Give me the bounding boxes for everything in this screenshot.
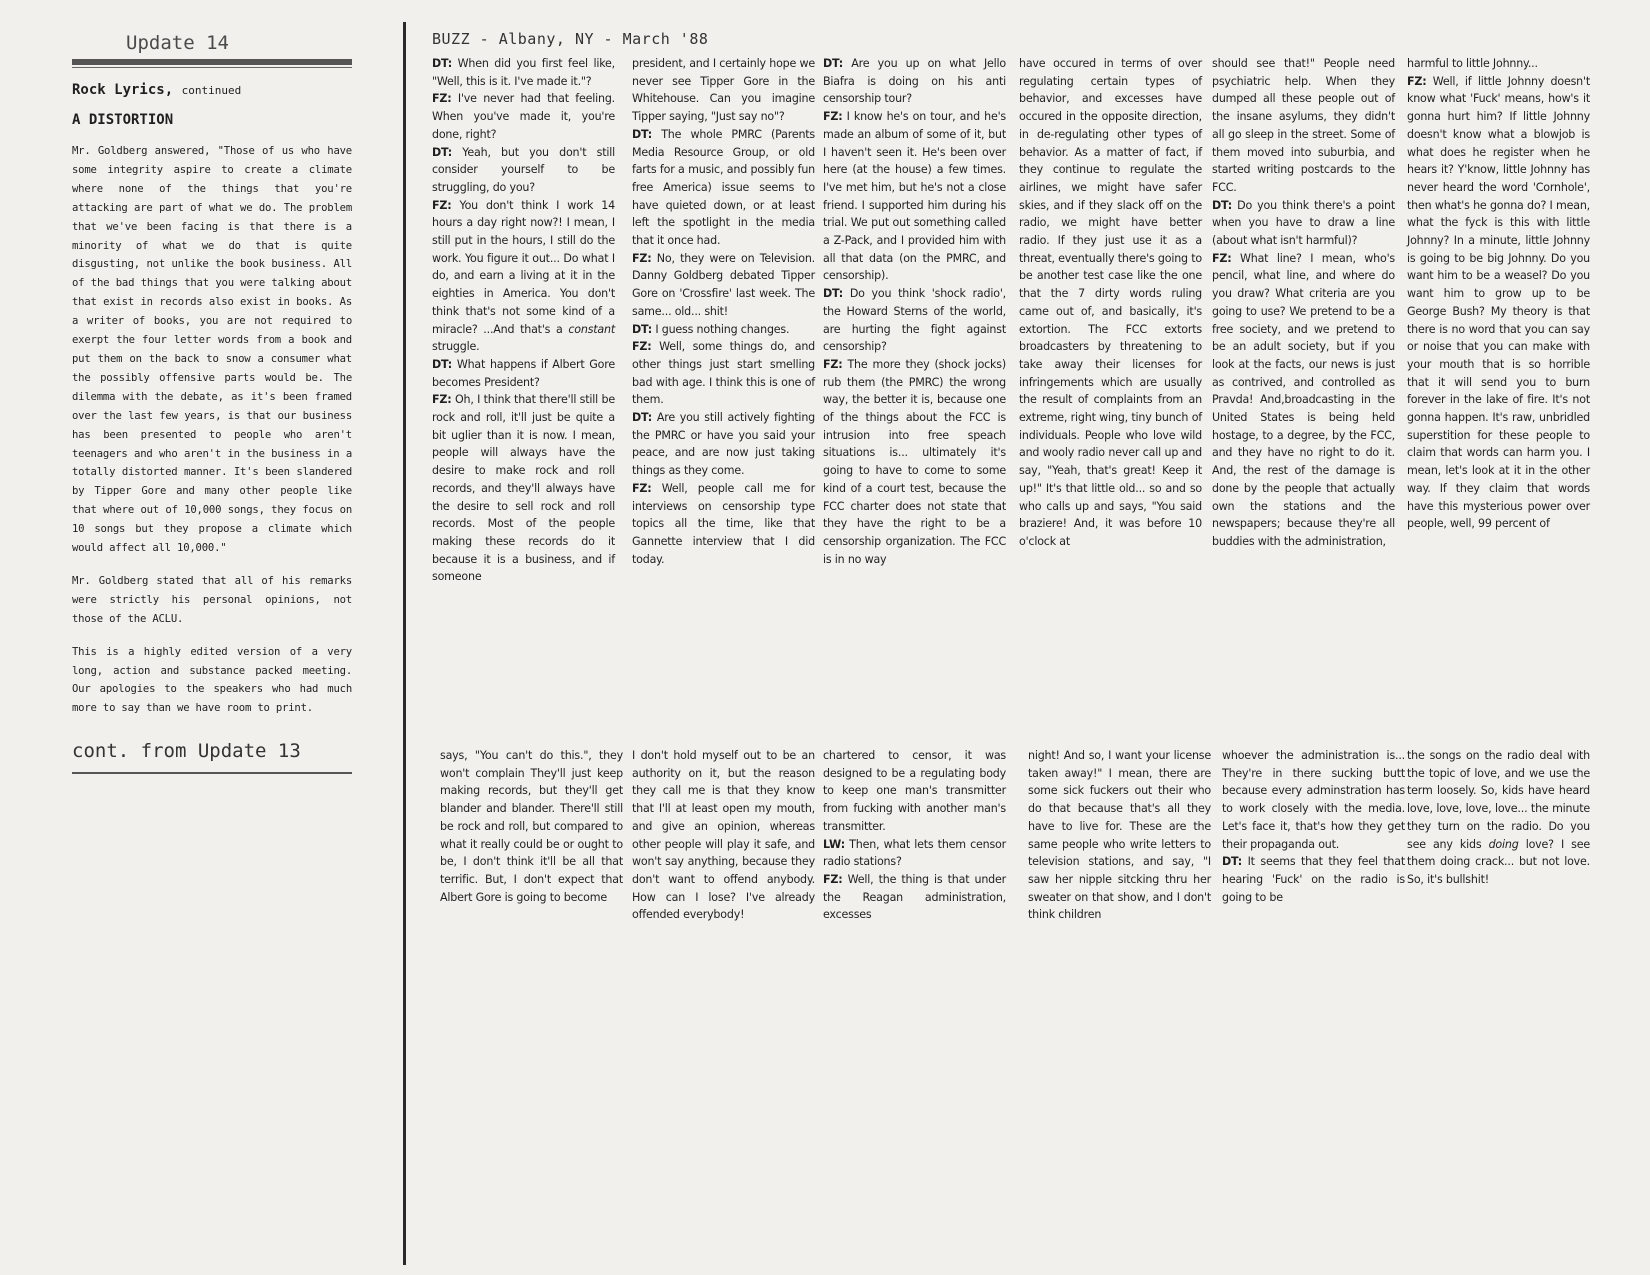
paragraph-text: should see that!" People need psychiatric help. When they dumped all these people out of the insane asylums, they didn't all go sleep in the street. Some of them moved into suburbia, and started writing postcards to the FCC.	[1212, 57, 1395, 194]
sidebar-paragraph-1: Mr. Goldberg answered, "Those of us who have some integrity aspire to create a climate where none of the things that you're attacking are part of what we do. The problem that we've been facing is that there is a minority of what we do that is quite disgusting, not unlike the book business. All of the bad things that you were talking about that exist in records also exist in books. As a writer of books, you are not required to exerpt the four letter words from a book and put them on the back to snow a consumer what the possibly offensive parts would be. The dilemma with the debate, as it's been framed over the last few years, is that our business has been presented to people who aren't teenagers and who aren't in the business in a totally distorted manner. It's been slandered by Tipper Gore and many other people like that where out of 10,000 songs, they focus on 10 songs but they propose a climate which would affect all 10,000."	[72, 145, 352, 555]
interview-paragraph	[432, 356, 615, 391]
sidebar-headline	[72, 82, 352, 98]
title-rule-thick	[72, 59, 352, 65]
paragraph-text: I've never had that feeling. When you've made it, you're done, right?	[432, 92, 615, 141]
interview-paragraph	[432, 144, 615, 197]
speaker-label: DT:	[632, 127, 653, 141]
speaker-label: DT:	[632, 322, 653, 336]
paragraph-text: Do you think 'shock radio', the Howard Sterns of the world, are hurting the fight against censorship?	[823, 287, 1007, 354]
paragraph-text-continued: love? I see them doing crack... but not love. So, it's bullshit!	[1407, 837, 1591, 886]
speaker-label: FZ:	[432, 92, 452, 106]
paragraph-text: night! And so, I want your license taken away!" I mean, there are some sick fuckers out their who do that because that's all they have to live for. These are the same people who write letters to television stations, and say, "I saw her nipple sitcking thru her sweater on that show, and I don't think children	[1028, 749, 1211, 922]
sidebar-paragraph-2: Mr. Goldberg stated that all of his remarks were strictly his personal opinions, not those of the ACLU.	[72, 574, 352, 625]
paragraph-text: Do you think there's a point when you have to draw a line (about what isn't harmful)?	[1212, 198, 1396, 248]
title-rule-thin	[72, 67, 352, 68]
speaker-label: FZ:	[1407, 74, 1427, 88]
top-column-2	[632, 55, 815, 568]
speaker-label: DT:	[632, 411, 653, 425]
paragraph-text: I don't hold myself out to be an authority on it, but the reason they call me is that they know that I'll at least open my mouth, and give an opinion, whereas other people will play it safe, and won't say anything, because they don't want to offend anybody. How can I lose? I've already offended everybody!	[632, 749, 815, 922]
bottom-column-5	[1222, 747, 1405, 906]
bottom-column-3	[823, 747, 1006, 924]
column-divider	[403, 22, 406, 1265]
speaker-label: FZ:	[823, 110, 843, 124]
paragraph-text: Well, people call me for interviews on censorship type topics all the time, like that Gannette interview that I did today.	[632, 481, 815, 566]
top-column-5	[1212, 55, 1395, 551]
paragraph-text: It seems that they feel that hearing 'Fuck' on the radio is going to be	[1222, 855, 1406, 904]
interview-paragraph	[823, 747, 1006, 836]
speaker-label: DT:	[432, 357, 453, 371]
sidebar	[72, 30, 352, 774]
bottom-rule	[72, 772, 352, 774]
continued-from-label: cont. from Update 13	[72, 740, 301, 763]
speaker-label: DT:	[823, 57, 844, 70]
sidebar-subhead: A DISTORTION	[72, 112, 174, 128]
paragraph-text: What line? I mean, who's pencil, what line, and where do you draw? What criteria are you going to use? We pretend to be a free society, and we pretend to be an adult society, but if you look at the facts, our news is just as contrived, and controlled as Pravda! And,broadcasting in the United States is being held hostage, to a degree, by the FCC, and they have no right to do it. And, the rest of the damage is done by the people that actually own the stations and the newspapers; because they're all buddies with the administration,	[1212, 251, 1395, 548]
interview-paragraph	[632, 747, 815, 924]
paragraph-text-continued: struggle.	[432, 340, 480, 354]
paragraph-text: Well, if little Johnny doesn't know what 'Fuck' means, how's it gonna hurt him? If little Johnny doesn't know what a blowjob is what does he register when he hears it? Y'know, little Johnny has never heard the word 'Cornhole', then what's he gonna do? I mean, what the fyck is this with little Johnny? In a minute, little Johnny is going to be big Johnny. Do you want him to be a weasel? Do you want him to grow up to be George Bush? My theory is that there is no word that you can say or noise that you can make with your mouth that is so horrible that it will send you to burn forever in the lake of fire. It's not gonna happen. It's raw, unbridled superstition for these people to claim that words can harm you. I mean, let's look at it in the other way. If they claim that words have this mysterious power over people, well, 99 percent of	[1407, 74, 1590, 531]
interview-paragraph	[632, 480, 815, 569]
paragraph-text: The more they (shock jocks) rub them (the PMRC) the wrong way, the better it is, because one of the things about the FCC is intrusion into free speach situations is... ultimately it's going to have to come to some kind of a court test, because the FCC charter does not state that they have the right to be a censorship organization. The FCC is in no way	[823, 357, 1006, 566]
interview-paragraph	[1028, 747, 1211, 924]
bottom-column-4	[1028, 747, 1211, 924]
interview-paragraph	[823, 108, 1006, 285]
speaker-label: FZ:	[632, 340, 652, 354]
paragraph-text: Are you up on what Jello Biafra is doing on his anti censorship tour?	[823, 57, 1007, 106]
paragraph-text: the songs on the radio deal with the topic of love, and we use the term loosely. So, kids have heard love, love, love, love... the minute they turn on the radio. Do you see any kids	[1407, 749, 1590, 851]
top-column-6	[1407, 55, 1590, 533]
top-column-1	[432, 55, 615, 586]
interview-paragraph	[823, 836, 1006, 871]
top-column-4	[1019, 55, 1202, 551]
top-column-3	[823, 55, 1006, 568]
interview-paragraph	[632, 409, 815, 480]
speaker-label: DT:	[432, 145, 453, 159]
interview-paragraph	[823, 55, 1006, 108]
paragraph-text: have occured in terms of over regulating certain types of behavior, and excesses have occured in the opposite direction, in de-regulating other types of behavior. As a matter of fact, if they continue to regulate the airlines, we might have safer skies, and if they slack off on the radio, we might have better radio. If they just use it as a threat, eventually there's going to be another test case like the one that the 7 dirty words ruling came out of, and basically, it's extortion. The FCC extorts broadcasters by threatening to take away their licenses for infringements which are usually the result of complaints from an extreme, right wing, tiny bunch of individuals. People who love wild and wooly radio never call up and say, "Yeah, that's great! Keep it up!" It's that little old... so and so who calls up and says, "You said braziere! And, it was before 10 o'clock at	[1019, 57, 1202, 548]
paragraph-text: Well, some things do, and other things just start smelling bad with age. I think this is one of them.	[632, 340, 816, 407]
speaker-label: FZ:	[632, 251, 652, 265]
emphasized-word: constant	[568, 322, 616, 336]
paragraph-text: I know he's on tour, and he's made an album of some of it, but I haven't seen it. He's been over here (at the house) a few times. I've met him, but he's not a close friend. I supported him during his trial. We put out something called a Z-Pack, and I provided him with all that data (on the PMRC, and censorship).	[823, 110, 1007, 283]
paragraph-text: Are you still actively fighting the PMRC or have you said your peace, and are now just taking things as they come.	[632, 411, 815, 478]
bottom-column-2	[632, 747, 815, 924]
paragraph-text: Well, the thing is that under the Reagan administration, excesses	[823, 872, 1007, 922]
interview-paragraph	[1212, 250, 1395, 551]
interview-paragraph	[432, 55, 615, 90]
interview-paragraph	[632, 55, 815, 126]
speaker-label: LW:	[823, 837, 845, 851]
interview-paragraph	[1407, 747, 1590, 889]
interview-paragraph	[1212, 55, 1395, 197]
speaker-label: FZ:	[823, 872, 843, 886]
bottom-column-1	[440, 747, 623, 906]
paragraph-text: No, they were on Television. Danny Goldberg debated Tipper Gore on 'Crossfire' last week. The same... old... shit!	[632, 251, 815, 318]
emphasized-word: doing	[1488, 837, 1519, 851]
speaker-label: FZ:	[823, 357, 843, 371]
interview-paragraph	[823, 285, 1006, 356]
paragraph-text: Yeah, but you don't still consider yourself to be struggling, do you?	[432, 145, 616, 194]
paragraph-text: Then, what lets them censor radio stations?	[823, 837, 1006, 869]
interview-paragraph	[1019, 55, 1202, 551]
interview-paragraph	[432, 197, 615, 356]
interview-paragraph	[1407, 55, 1590, 73]
interview-paragraph	[823, 356, 1006, 568]
paragraph-text: chartered to censor, it was designed to be a regulating body to keep one man's transmitter from fucking with another man's transmitter.	[823, 749, 1006, 833]
paragraph-text: I guess nothing changes.	[655, 322, 790, 336]
paragraph-text: Oh, I think that there'll still be rock and roll, it'll just be quite a bit uglier than it is now. I mean, people will always have the desire to make rock and roll records, and they'll always have the desire to sell rock and roll records. Most of the people making these records do it because it is a business, and if someone	[432, 393, 615, 584]
speaker-label: DT:	[1222, 855, 1243, 869]
interview-paragraph	[632, 250, 815, 321]
paragraph-text: harmful to little Johnny...	[1407, 57, 1538, 70]
interview-paragraph	[432, 90, 615, 143]
page-header: BUZZ - Albany, NY - March '88	[432, 30, 709, 48]
headline-text: Rock Lyrics,	[72, 82, 174, 98]
interview-paragraph	[432, 391, 615, 586]
interview-paragraph	[823, 871, 1006, 924]
interview-paragraph	[1222, 853, 1405, 906]
interview-paragraph	[1212, 197, 1395, 250]
interview-paragraph	[632, 126, 815, 250]
speaker-label: FZ:	[632, 481, 652, 495]
interview-paragraph	[632, 338, 815, 409]
interview-paragraph	[440, 747, 623, 906]
speaker-label: DT:	[823, 287, 844, 301]
paragraph-text: says, "You can't do this.", they won't complain They'll just keep making records, but they'll get blander and blander. There'll still be rock and roll, but compared to what it really could be or ought to be, I don't think it'll be all that terrific. But, I don't expect that Albert Gore is going to become	[440, 749, 623, 904]
speaker-label: FZ:	[432, 393, 452, 407]
paragraph-text: What happens if Albert Gore becomes President?	[432, 357, 616, 389]
speaker-label: FZ:	[1212, 251, 1232, 265]
interview-paragraph	[1407, 73, 1590, 533]
paragraph-text: You don't think I work 14 hours a day right now?! I mean, I still put in the hours, I still do the work. You figure it out... Do what I do, and earn a living at it in the eighties in America. You don't think that's not some kind of a miracle? ...And that's a	[432, 198, 615, 336]
sidebar-paragraph-3: This is a highly edited version of a very long, action and substance packed meeting. Our apologies to the speakers who had much more to say than we have room to print.	[72, 645, 352, 715]
bottom-column-6	[1407, 747, 1590, 889]
speaker-label: FZ:	[432, 198, 452, 212]
update-title: Update 14	[126, 32, 229, 54]
headline-continued: continued	[181, 84, 242, 97]
paragraph-text: When did you first feel like, "Well, this is it. I've made it."?	[432, 57, 615, 88]
paragraph-text: The whole PMRC (Parents Media Resource Group, or old farts for a music, and possibly fun free America) issue seems to have quieted down, or at least left the spotlight in the media that it once had.	[632, 127, 816, 248]
speaker-label: DT:	[432, 57, 453, 70]
paragraph-text: whoever the administration is... They're in there sucking butt because every adminstration has to work closely with the media. Let's face it, that's how they get their propaganda out.	[1222, 749, 1405, 851]
speaker-label: DT:	[1212, 198, 1233, 212]
interview-paragraph	[1222, 747, 1405, 853]
paragraph-text: president, and I certainly hope we never see Tipper Gore in the Whitehouse. Can you imagine Tipper saying, "Just say no"?	[632, 57, 815, 124]
interview-paragraph	[632, 321, 815, 339]
